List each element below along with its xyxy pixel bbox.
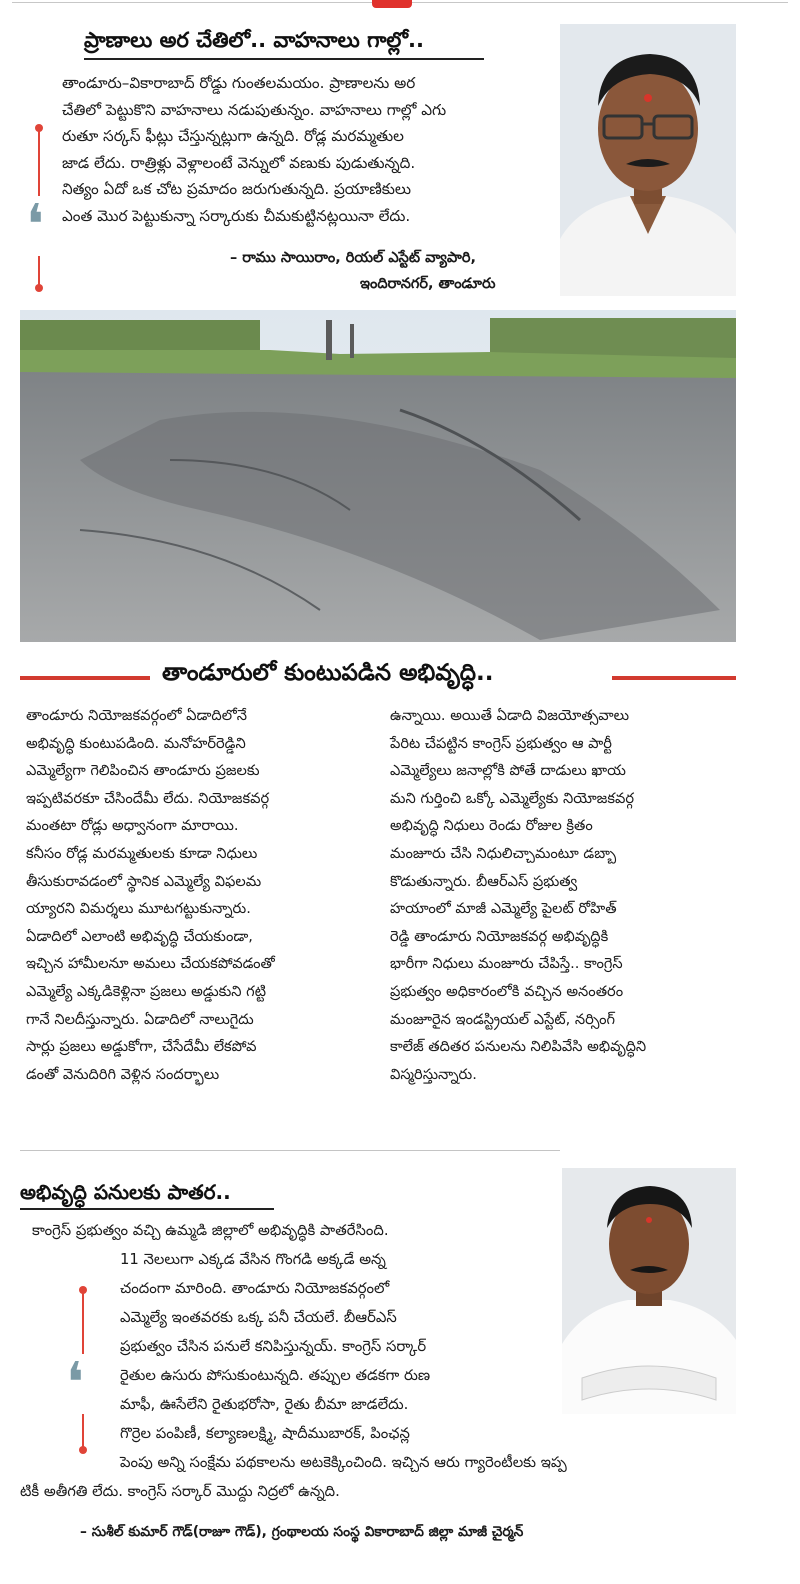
body-line: కనీసం రోడ్ల మరమ్మతులకు కూడా నిధులు bbox=[26, 844, 258, 862]
body-line: తాండూరు–వికారాబాద్ రోడ్డు గుంతలమయం. ప్రాణాలను అర bbox=[62, 74, 416, 92]
body-line: ఉన్నాయి. అయితే ఏడాది విజయోత్సవాలు bbox=[390, 707, 629, 724]
section2-right-column bbox=[390, 702, 646, 1088]
body-line: ఎమ్మెల్యేగా గెలిపించిన తాండూరు ప్రజలకు bbox=[26, 762, 260, 780]
section2-heading-bar bbox=[20, 676, 150, 680]
body-line: కాంగ్రెస్ ప్రభుత్వం వచ్చి ఉమ్మడి జిల్లాలో అభివృద్ధికి పాతరేసింది. bbox=[32, 1222, 389, 1239]
section3-heading: అభివృద్ధి పనులకు పాతర.. bbox=[20, 1180, 231, 1204]
portrait-photo-ramu bbox=[560, 24, 736, 296]
body-line: 11 నెలలుగా ఎక్కడ వేసిన గొంగడి అక్కడే అన్న bbox=[120, 1251, 386, 1268]
body-line: చేతిలో పెట్టుకొని వాహనాలు నడుపుతున్నం. వాహనాలు గాల్లో ఎగు bbox=[62, 100, 447, 119]
body-line: ఎమ్మెల్యే ఇంతవరకు ఒక్క పనీ చేయలే. బీఆర్ఎస్ bbox=[120, 1309, 397, 1326]
body-line: పేరిట చేపట్టిన కాంగ్రెస్ ప్రభుత్వం ఆ పార్టీ bbox=[390, 734, 612, 752]
body-line: మంజూరు చేసి నిధులిచ్చామంటూ డబ్బా bbox=[390, 844, 617, 862]
section2-left-column bbox=[26, 702, 275, 1088]
body-line: ఏడాదిలో ఎలాంటి అభివృద్ధి చేయకుండా, bbox=[26, 927, 253, 945]
section1-heading: ప్రాణాలు అర చేతిలో.. వాహనాలు గాల్లో.. bbox=[84, 28, 424, 52]
section2-heading-bar-right bbox=[612, 676, 736, 680]
body-line: కొడుతున్నారు. బీఆర్ఎస్ ప్రభుత్వ bbox=[390, 872, 578, 890]
body-line: ప్రభుత్వం అధికారంలోకి వచ్చిన అనంతరం bbox=[390, 982, 624, 1000]
body-line: ఇప్పటివరకూ చేసిందేమీ లేదు. నియోజకవర్గ bbox=[26, 789, 270, 807]
body-line: తీసుకురావడంలో స్థానిక ఎమ్మెల్యే విఫలమ bbox=[26, 872, 262, 890]
section1-byline-2: ఇందిరానగర్, తాండూరు bbox=[360, 276, 496, 292]
section2-heading: తాండూరులో కుంటుపడిన అభివృద్ధి.. bbox=[162, 660, 494, 686]
body-line: తాండూరు నియోజకవర్గంలో ఏడాదిలోనే bbox=[26, 707, 247, 724]
body-line: భారీగా నిధులు మంజూరు చేపిస్తే.. కాంగ్రెస్ bbox=[390, 955, 623, 973]
body-line: ఎంత మొర పెట్టుకున్నా సర్కారుకు చీమకుట్టినట్లయినా లేదు. bbox=[62, 206, 411, 225]
body-line: రెడ్డి తాండూరు నియోజకవర్గ అభివృద్ధికి bbox=[390, 927, 609, 945]
body-line: రుతూ సర్కస్ ఫీట్లు చేస్తున్నట్లుగా ఉన్నది. రోడ్ల మరమ్మతుల bbox=[62, 127, 404, 145]
body-line: ఎమ్మెల్యేలు జనాల్లోకి పోతే దాడులు ఖాయ bbox=[390, 762, 626, 780]
body-line: టికీ అతీగతి లేదు. కాంగ్రెస్ సర్కార్ మొద్దు నిద్రలో ఉన్నది. bbox=[20, 1483, 340, 1500]
body-line: మని గుర్తించి ఒక్కో ఎమ్మెల్యేకు నియోజకవర్గ bbox=[390, 789, 634, 807]
body-line: అభివృద్ధి కుంటుపడింది. మనోహర్‌రెడ్డిని bbox=[26, 734, 246, 752]
body-line: ఇచ్చిన హామీలనూ అమలు చేయకపోవడంతో bbox=[26, 955, 275, 973]
section-marker bbox=[372, 0, 412, 8]
body-line: సార్లు ప్రజలు అడ్డుకోగా, చేసేదేమీ లేకపోవ bbox=[26, 1038, 257, 1056]
section1-rail-dot-bottom bbox=[35, 284, 43, 292]
body-line: జాడ లేదు. రాత్రిళ్లు వెళ్లాలంటే వెన్నులో వణుకు పుడుతున్నది. bbox=[62, 153, 416, 172]
body-line: కాలేజ్ తదితర పనులను నిలిపివేసి అభివృద్ధిని bbox=[390, 1038, 647, 1056]
body-line: రైతుల ఉసురు పోసుకుంటున్నది. తప్పుల తడకగా రుణ bbox=[120, 1367, 431, 1384]
body-line: నిత్యం ఏదో ఒక చోట ప్రమాదం జరుగుతున్నది. ప్రయాణికులు bbox=[62, 180, 411, 198]
section3-body bbox=[20, 1216, 740, 1506]
section1-byline-1: – రాము సాయిరాం, రియల్ ఎస్టేట్ వ్యాపారి, bbox=[230, 250, 476, 266]
section-divider bbox=[20, 1150, 560, 1151]
section1-heading-underline bbox=[84, 58, 484, 60]
body-line: డంతో వెనుదిరిగి వెళ్లిన సందర్భాలు bbox=[26, 1065, 220, 1083]
body-line: పెంపు అన్ని సంక్షేమ పథకాలను అటకెక్కించింది. ఇచ్చిన ఆరు గ్యారెంటీలకు ఇప్ప bbox=[120, 1454, 567, 1471]
quote-icon: ❛ bbox=[26, 193, 45, 258]
body-line: విస్మరిస్తున్నారు. bbox=[390, 1065, 477, 1083]
body-line: మంతటా రోడ్లు అధ్వానంగా మారాయి. bbox=[26, 817, 239, 835]
damaged-road-photo bbox=[20, 310, 736, 642]
body-line: గొర్రెల పంపిణీ, కల్యాణలక్ష్మి, షాదీముబారక్, పింఛన్ల bbox=[120, 1425, 410, 1442]
body-line: య్యారని విమర్శలు మూటగట్టుకున్నారు. bbox=[26, 900, 251, 918]
section3-heading-underline bbox=[20, 1208, 274, 1210]
body-line: మాఫీ, ఊసేలేని రైతుభరోసా, రైతు బీమా జాడలేదు. bbox=[120, 1396, 409, 1413]
body-line: గానే నిలదీస్తున్నారు. ఏడాదిలో నాలుగైదు bbox=[26, 1010, 254, 1028]
section1-rail-dot-top bbox=[35, 124, 43, 132]
body-line: ప్రభుత్వం చేసిన పనులే కనిపిస్తున్నయ్. కాంగ్రెస్ సర్కార్ bbox=[120, 1338, 427, 1355]
section1-body bbox=[62, 70, 446, 229]
body-line: అభివృద్ధి నిధులు రెండు రోజుల క్రితం bbox=[390, 817, 593, 835]
body-line: చందంగా మారింది. తాండూరు నియోజకవర్గంలో bbox=[120, 1280, 390, 1297]
body-line: ఎమ్మెల్యే ఎక్కడికెళ్లినా ప్రజలు అడ్డుకుని గట్టి bbox=[26, 982, 266, 1000]
section3-byline: – సుశీల్ కుమార్ గౌడ్(రాజూ గౌడ్), గ్రంథాలయ సంస్థ వికారాబాద్ జిల్లా మాజీ చైర్మన్ bbox=[80, 1524, 524, 1540]
quote-icon: ❛ bbox=[66, 1351, 85, 1416]
body-line: మంజూరైన ఇండస్ట్రియల్ ఎస్టేట్, నర్సింగ్ bbox=[390, 1010, 615, 1028]
body-line: హయాంలో మాజీ ఎమ్మెల్యే పైలట్ రోహిత్ bbox=[390, 900, 617, 918]
